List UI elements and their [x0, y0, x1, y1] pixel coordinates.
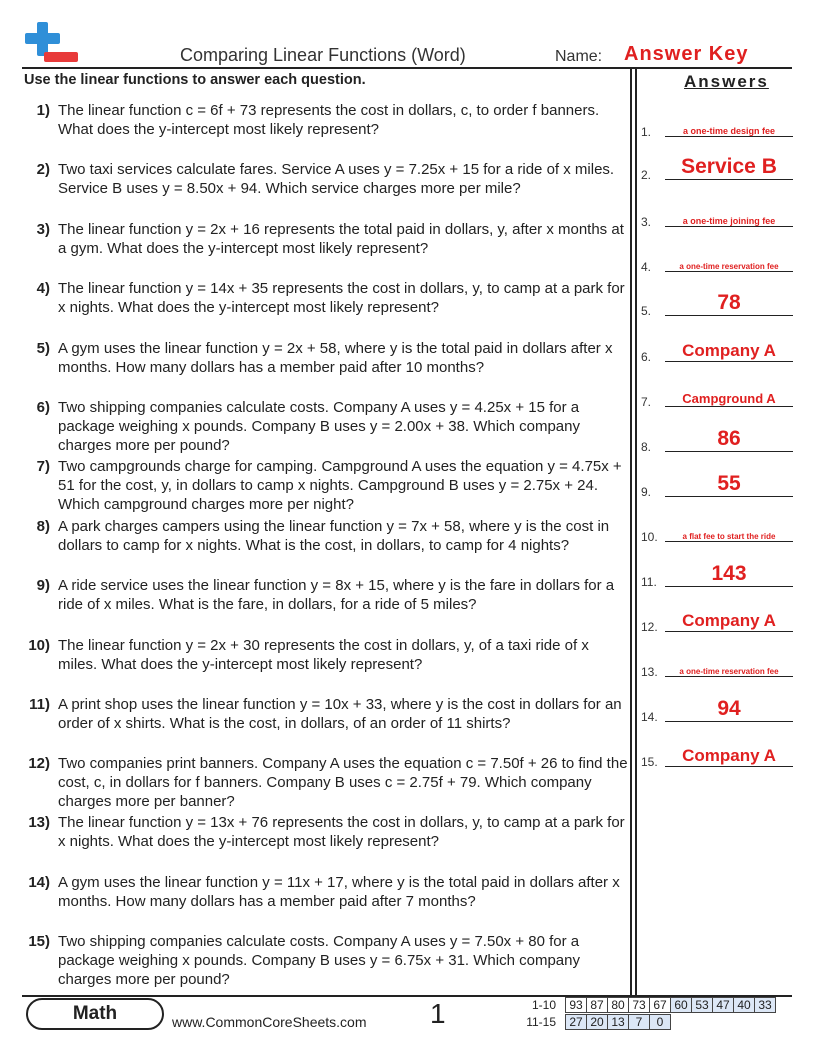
- worksheet-title: Comparing Linear Functions (Word): [180, 45, 466, 65]
- question-number: 8): [36, 518, 50, 535]
- question-item: [22, 932, 630, 989]
- answer-text: a one-time design fee: [682, 126, 776, 136]
- score-cell: 93: [566, 998, 587, 1013]
- question-text: Two shipping companies calculate costs. Company A uses y = 7.50x + 80 for a package weighing x pounds. Company B uses y = 6.75x + 31. Which company charges more per pound?: [58, 933, 580, 988]
- question-number: 14): [28, 874, 50, 891]
- question-text: Two companies print banners. Company A uses the equation c = 7.50f + 26 to find the cost, c, in dollars for f banners. Company B uses c = 2.75f + 79. Which company charges more per banner?: [58, 755, 628, 810]
- score-cell: 0: [650, 1015, 671, 1030]
- answer-item: [641, 562, 793, 589]
- name-label: Name:: [555, 48, 603, 65]
- question-item: [22, 695, 630, 733]
- question-text: A gym uses the linear function y = 2x + 58, where y is the total paid in dollars after x months. How many dollars has a member paid after 10 months?: [58, 340, 613, 376]
- answer-blank-line: [665, 631, 793, 632]
- answer-item: [641, 387, 793, 409]
- answer-item: [641, 612, 793, 634]
- question-number: 4): [36, 280, 50, 297]
- question-number: 9): [36, 577, 50, 594]
- header-divider: [22, 67, 792, 69]
- answer-blank-line: [665, 271, 793, 272]
- question-item: [22, 517, 630, 555]
- answer-number: 2.: [641, 168, 652, 182]
- answer-text: 78: [717, 291, 741, 314]
- question-text: A ride service uses the linear function y = 8x + 15, where y is the fare in dollars for a ride of x miles. What is the fare, in dollars, for a ride of 5 miles?: [58, 577, 615, 613]
- answers-heading: Answers: [684, 72, 769, 91]
- answer-blank-line: [665, 315, 793, 316]
- question-item: [22, 813, 630, 851]
- question-number: 3): [36, 221, 50, 238]
- answer-number: 7.: [641, 395, 652, 409]
- plus-minus-logo-icon: [22, 22, 80, 66]
- answer-item: [641, 427, 793, 454]
- answer-item: [641, 155, 793, 182]
- answer-text: a one-time reservation fee: [679, 262, 779, 271]
- answer-number: 11.: [641, 575, 657, 589]
- answer-item: [641, 252, 793, 274]
- score-cell: 20: [587, 1015, 608, 1030]
- answer-number: 4.: [641, 260, 652, 274]
- answer-item: [641, 747, 793, 769]
- answer-text: Company A: [682, 611, 776, 630]
- answer-blank-line: [665, 586, 793, 587]
- answer-item: [641, 472, 793, 499]
- score-cell: 7: [629, 1015, 650, 1030]
- answer-text: 86: [717, 427, 741, 450]
- question-item: [22, 220, 630, 258]
- question-text: A print shop uses the linear function y = 10x + 33, where y is the cost in dollars for an order of x shirts. What is the cost, in dollars, of an order of 11 shirts?: [58, 696, 622, 732]
- answer-number: 13.: [641, 665, 658, 679]
- score-cell: 80: [608, 998, 629, 1013]
- answer-item: [641, 207, 793, 229]
- question-item: [22, 636, 630, 674]
- question-item: [22, 754, 630, 811]
- score-cell: 60: [671, 998, 692, 1013]
- answer-text: 55: [717, 472, 741, 495]
- answer-text: a one-time reservation fee: [679, 667, 779, 676]
- question-text: The linear function y = 13x + 76 represents the cost in dollars, y, to camp at a park for x nights. What does the y-intercept most likely represent?: [58, 814, 625, 850]
- score-cell: 67: [650, 998, 671, 1013]
- instructions: Use the linear functions to answer each question.: [24, 72, 366, 88]
- question-text: The linear function y = 14x + 35 represents the cost in dollars, y, to camp at a park for x nights. What does the y-intercept most likely represent?: [58, 280, 625, 316]
- question-text: The linear function y = 2x + 30 represents the cost in dollars, y, of a taxi ride of x miles. What does the y-intercept most likely represent?: [58, 637, 589, 673]
- answer-number: 12.: [641, 620, 658, 634]
- answer-blank-line: [665, 179, 793, 180]
- answer-item: [641, 657, 793, 679]
- question-number: 5): [36, 340, 50, 357]
- score-table-row-2: [565, 1014, 671, 1030]
- website-link[interactable]: www.CommonCoreSheets.com: [172, 1014, 367, 1030]
- answer-number: 5.: [641, 304, 652, 318]
- score-cell: 27: [566, 1015, 587, 1030]
- question-number: 2): [36, 161, 50, 178]
- answer-number: 14.: [641, 710, 658, 724]
- answer-blank-line: [665, 406, 793, 407]
- answer-item: [641, 522, 793, 544]
- score-cell: 33: [755, 998, 776, 1013]
- question-number: 7): [36, 458, 50, 475]
- score-row-label: 11-15: [526, 1015, 556, 1029]
- question-item: [22, 160, 630, 198]
- page-number: 1: [430, 998, 446, 1029]
- answer-item: [641, 697, 793, 724]
- question-text: Two shipping companies calculate costs. Company A uses y = 4.25x + 15 for a package weighing x pounds. Company B uses y = 2.00x + 38. Which company charges more per pound?: [58, 399, 580, 454]
- score-cell: 87: [587, 998, 608, 1013]
- question-number: 12): [28, 755, 50, 772]
- answer-text: 143: [711, 562, 747, 585]
- subject-badge: Math: [26, 998, 164, 1030]
- question-number: 15): [28, 933, 50, 950]
- answer-text: 94: [717, 697, 741, 720]
- answer-blank-line: [665, 451, 793, 452]
- question-item: [22, 101, 630, 139]
- question-text: A park charges campers using the linear function y = 7x + 58, where y is the cost in dollars to camp for x nights. What is the cost, in dollars, to camp for 4 nights?: [58, 518, 610, 554]
- column-divider: [630, 68, 632, 996]
- question-item: [22, 873, 630, 911]
- question-item: [22, 457, 630, 514]
- answer-number: 8.: [641, 440, 652, 454]
- score-cell: 40: [734, 998, 755, 1013]
- answer-blank-line: [665, 721, 793, 722]
- score-row-label: 1-10: [531, 998, 556, 1012]
- answer-blank-line: [665, 361, 793, 362]
- question-number: 10): [28, 637, 50, 654]
- answer-blank-line: [665, 496, 793, 497]
- answer-blank-line: [665, 136, 793, 137]
- score-cell: 13: [608, 1015, 629, 1030]
- answer-text: a flat fee to start the ride: [682, 532, 776, 541]
- question-text: Two taxi services calculate fares. Service A uses y = 7.25x + 15 for a ride of x miles. Service B uses y = 8.50x + 94. Which service charges more per mile?: [58, 161, 615, 197]
- answer-key-label: Answer Key: [624, 43, 749, 65]
- answer-number: 6.: [641, 350, 652, 364]
- answer-number: 9.: [641, 485, 652, 499]
- answer-number: 1.: [641, 125, 652, 139]
- question-text: A gym uses the linear function y = 11x + 17, where y is the total paid in dollars after x months. How many dollars has a member paid after 7 months?: [58, 874, 620, 910]
- question-number: 13): [28, 814, 50, 831]
- score-cell: 53: [692, 998, 713, 1013]
- answer-number: 15.: [641, 755, 658, 769]
- score-table-row-1: [565, 997, 776, 1013]
- score-cell: 73: [629, 998, 650, 1013]
- answer-number: 10.: [641, 530, 658, 544]
- question-text: The linear function y = 2x + 16 represents the total paid in dollars, y, after x months at a gym. What does the y-intercept most likely represent?: [58, 221, 624, 257]
- answer-text: Company A: [682, 341, 776, 360]
- question-item: [22, 339, 630, 377]
- answer-text: Company A: [682, 746, 776, 765]
- question-text: Two campgrounds charge for camping. Campground A uses the equation y = 4.75x + 51 for the cost, y, in dollars to camp x nights. Campground B uses y = 2.75x + 24. Which campground charges more per night?: [58, 458, 622, 513]
- question-number: 11): [29, 696, 50, 713]
- answer-item: [641, 117, 793, 139]
- answer-text: Campground A: [682, 391, 776, 406]
- answer-item: [641, 342, 793, 364]
- answer-text: Service B: [681, 155, 777, 178]
- question-item: [22, 398, 630, 455]
- question-item: [22, 279, 630, 317]
- question-item: [22, 576, 630, 614]
- question-number: 6): [36, 399, 50, 416]
- answer-blank-line: [665, 226, 793, 227]
- question-text: The linear function c = 6f + 73 represents the cost in dollars, c, to order f banners. What does the y-intercept most likely represent?: [58, 102, 600, 138]
- score-cell: 47: [713, 998, 734, 1013]
- answer-text: a one-time joining fee: [682, 216, 776, 226]
- column-divider: [635, 68, 637, 996]
- answer-blank-line: [665, 676, 793, 677]
- answer-item: [641, 291, 793, 318]
- answer-number: 3.: [641, 215, 652, 229]
- answer-blank-line: [665, 541, 793, 542]
- answer-blank-line: [665, 766, 793, 767]
- question-number: 1): [36, 102, 50, 119]
